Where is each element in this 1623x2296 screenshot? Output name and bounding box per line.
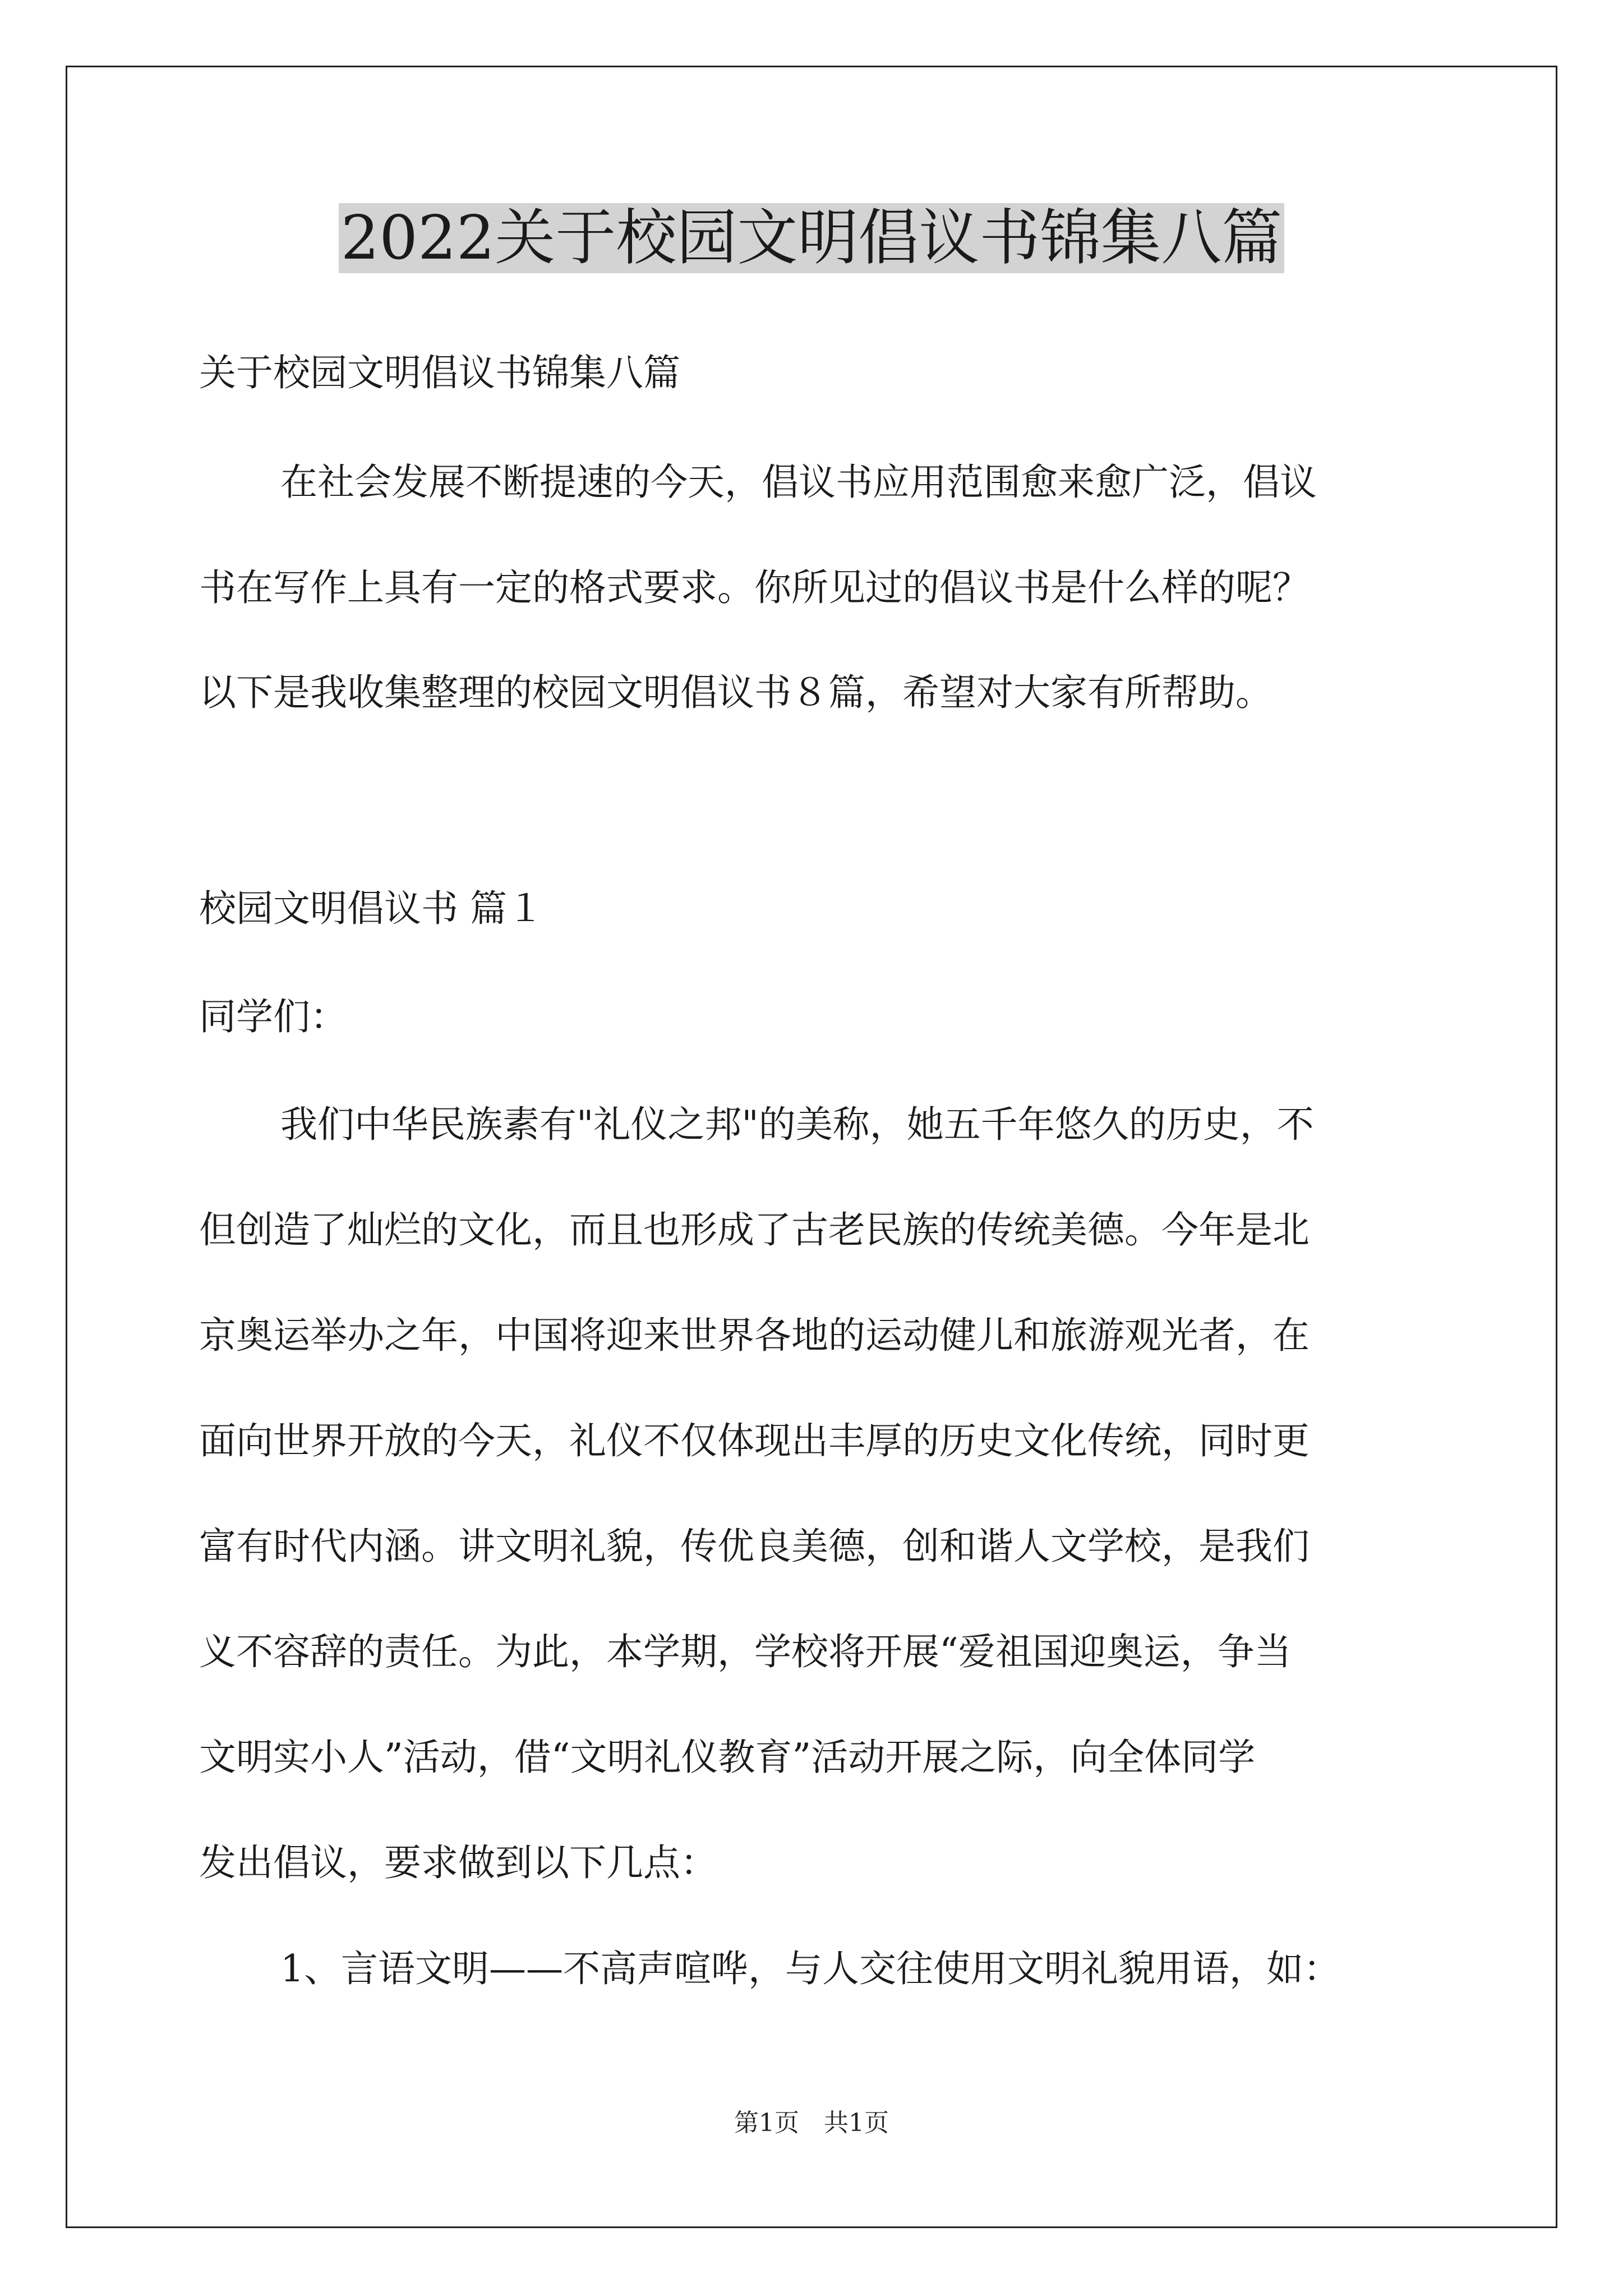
intro-line-2: 书在写作上具有一定的格式要求。你所见过的倡议书是什么样的呢？ <box>199 566 1310 609</box>
section-heading: 校园文明倡议书 篇１ <box>199 887 544 930</box>
body-line-8: 发出倡议，要求做到以下几点： <box>199 1841 717 1884</box>
document-title <box>0 199 1623 278</box>
body-line-7: 文明实小人”活动，借“文明礼仪教育”活动开展之际，向全体同学 <box>199 1736 1256 1779</box>
body-line-3: 京奥运举办之年，中国将迎来世界各地的运动健儿和旅游观光者，在 <box>199 1314 1310 1357</box>
point-1: 1、言语文明——不高声喧哗，与人交往使用文明礼貌用语，如： <box>280 1947 1340 1990</box>
intro-line-1: 在社会发展不断提速的今天，倡议书应用范围愈来愈广泛，倡议 <box>280 461 1317 504</box>
document-subtitle: 关于校园文明倡议书锦集八篇 <box>199 351 680 394</box>
body-line-2: 但创造了灿烂的文化，而且也形成了古老民族的传统美德。今年是北 <box>199 1208 1310 1251</box>
intro-line-3: 以下是我收集整理的校园文明倡议书８篇，希望对大家有所帮助。 <box>199 671 1272 714</box>
body-line-5: 富有时代内涵。讲文明礼貌，传优良美德，创和谐人文学校，是我们 <box>199 1525 1310 1568</box>
body-line-4: 面向世界开放的今天，礼仪不仅体现出丰厚的历史文化传统，同时更 <box>199 1419 1310 1462</box>
document-title-text: 2022关于校园文明倡议书锦集八篇 <box>339 203 1285 273</box>
body-line-1: 我们中华民族素有"礼仪之邦"的美称，她五千年悠久的历史，不 <box>280 1103 1314 1146</box>
page-footer: 第1页 共1页 <box>734 2109 889 2137</box>
salutation: 同学们： <box>199 995 347 1038</box>
body-line-6: 义不容辞的责任。为此，本学期，学校将开展“爱祖国迎奥运，争当 <box>199 1630 1292 1673</box>
